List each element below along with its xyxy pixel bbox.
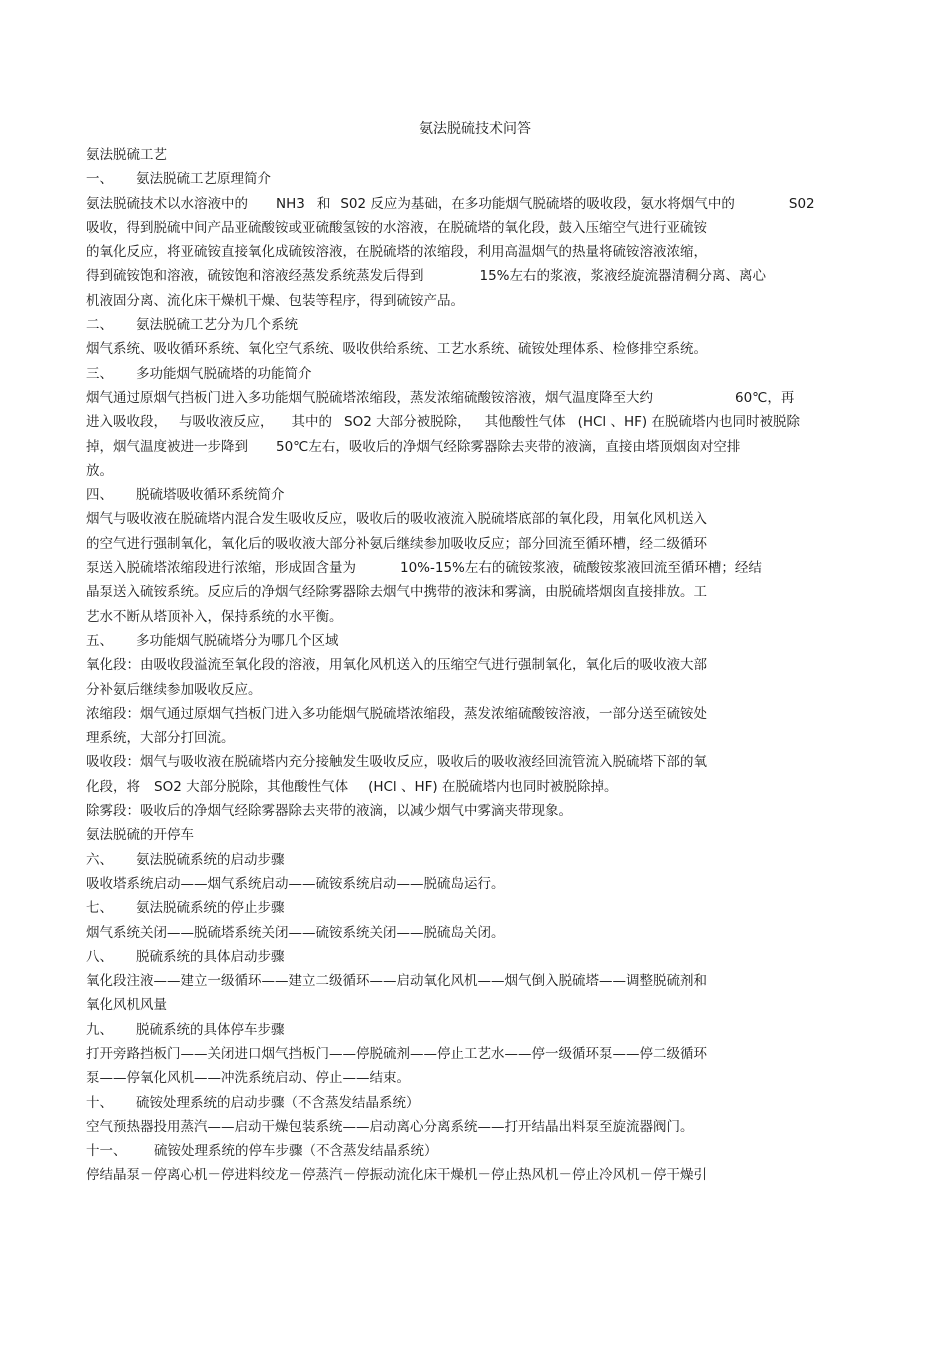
text-run: 其他酸性气体 <box>484 414 566 431</box>
paragraph-line: 烟气与吸收液在脱硫塔内混合发生吸收反应，吸收后的吸收液流入脱硫塔底部的氧化段，用氧化风机送入 <box>86 511 707 528</box>
question-number: 八、 <box>86 948 113 965</box>
paragraph-line: 吸收，得到脱硫中间产品亚硫酸铵或亚硫酸氢铵的水溶液，在脱硫塔的氧化段，鼓入压缩空气进行亚硫铵 <box>86 219 707 236</box>
question-heading <box>86 629 876 653</box>
paragraph-line: 氧化段：由吸收段溢流至氧化段的溶液，用氧化风机送入的压缩空气进行强制氧化，氧化后的吸收液大部 <box>86 657 707 674</box>
paragraph-line: 分补氨后继续参加吸收反应。 <box>86 681 262 698</box>
paragraph-line <box>86 264 876 288</box>
text-run: NH3 <box>276 195 305 212</box>
text-run: 60℃，再 <box>735 389 795 406</box>
question-number: 九、 <box>86 1021 113 1038</box>
paragraph-line: 艺水不断从塔顶补入，保持系统的水平衡。 <box>86 608 343 625</box>
paragraph-line: 晶泵送入硫铵系统。反应后的净烟气经除雾器除去烟气中携带的液沫和雾滴，由脱硫塔烟囱直接排放。工 <box>86 584 707 601</box>
question-title: 氨法脱硫系统的停止步骤 <box>136 900 285 917</box>
question-title: 硫铵处理系统的启动步骤（不含蒸发结晶系统） <box>136 1094 420 1111</box>
text-run: S02 反应为基础，在多功能烟气脱硫塔的吸收段，氨水将烟气中的 <box>340 195 735 212</box>
question-title: 氨法脱硫工艺原理简介 <box>136 171 271 188</box>
question-number: 一、 <box>86 171 113 188</box>
paragraph-line: 氧化段注液——建立一级循环——建立二级循环——启动氧化风机——烟气倒入脱硫塔——调整脱硫剂和 <box>86 973 707 990</box>
question-number: 三、 <box>86 365 113 382</box>
paragraph-line: 吸收段：烟气与吸收液在脱硫塔内充分接触发生吸收反应，吸收后的吸收液经回流管流入脱硫塔下部的氧 <box>86 754 707 771</box>
question-heading <box>86 313 876 337</box>
question-heading <box>86 362 876 386</box>
paragraph-line: 放。 <box>86 462 113 479</box>
paragraph-line: 理系统，大部分打回流。 <box>86 730 235 747</box>
text-run: 掉，烟气温度被进一步降到 <box>86 438 248 455</box>
question-heading <box>86 896 876 920</box>
question-title: 脱硫系统的具体停车步骤 <box>136 1021 285 1038</box>
question-heading <box>86 167 876 191</box>
text-run: 得到硫铵饱和溶液，硫铵饱和溶液经蒸发系统蒸发后得到 <box>86 268 424 285</box>
paragraph-line <box>86 775 876 799</box>
text-run: 50℃左右，吸收后的净烟气经除雾器除去夹带的液滴，直接由塔顶烟囱对空排 <box>276 438 741 455</box>
question-heading <box>86 1018 876 1042</box>
paragraph-line: 停结晶泵－停离心机－停进料绞龙－停蒸汽－停振动流化床干燥机－停止热风机－停止冷风机－停干燥引 <box>86 1167 707 1184</box>
text-run: 和 <box>316 195 331 212</box>
question-title: 氨法脱硫工艺分为几个系统 <box>136 317 298 334</box>
paragraph-line <box>86 192 876 216</box>
text-run: 15%左右的浆液，浆液经旋流器清稠分离、离心 <box>479 268 767 285</box>
paragraph-line <box>86 556 876 580</box>
question-title: 多功能烟气脱硫塔的功能简介 <box>136 365 312 382</box>
question-number: 七、 <box>86 900 113 917</box>
question-heading <box>86 848 876 872</box>
question-number: 二、 <box>86 317 113 334</box>
paragraph-line: 吸收塔系统启动——烟气系统启动——硫铵系统启动——脱硫岛运行。 <box>86 875 505 892</box>
text-run: (HCl 、HF) 在脱硫塔内也同时被脱除 <box>577 414 800 431</box>
paragraph-line: 除雾段：吸收后的净烟气经除雾器除去夹带的液滴，以减少烟气中雾滴夹带现象。 <box>86 803 572 820</box>
document-body <box>86 143 876 1188</box>
text-run: 氨法脱硫技术以水溶液中的 <box>86 195 248 212</box>
section-heading: 氨法脱硫工艺 <box>86 147 167 163</box>
question-heading <box>86 483 876 507</box>
paragraph-line: 烟气系统、吸收循环系统、氧化空气系统、吸收供给系统、工艺水系统、硫铵处理体系、检修排空系统。 <box>86 341 707 358</box>
text-run: 10%-15%左右的硫铵浆液，硫酸铵浆液回流至循环槽；经结 <box>400 560 762 577</box>
question-title: 硫铵处理系统的停车步骤（不含蒸发结晶系统） <box>154 1143 438 1160</box>
question-heading <box>86 945 876 969</box>
text-run: 与吸收液反应， <box>179 414 274 431</box>
question-title: 氨法脱硫系统的启动步骤 <box>136 851 285 868</box>
paragraph-line: 泵——停氧化风机——冲洗系统启动、停止——结束。 <box>86 1070 410 1087</box>
question-number: 五、 <box>86 632 113 649</box>
paragraph-line: 打开旁路挡板门——关闭进口烟气挡板门——停脱硫剂——停止工艺水——停一级循环泵——停二级循环 <box>86 1045 707 1062</box>
text-run: 进入吸收段， <box>86 414 167 431</box>
paragraph-line: 机液固分离、流化床干燥机干燥、包装等程序，得到硫铵产品。 <box>86 292 464 309</box>
text-run: 泵送入脱硫塔浓缩段进行浓缩，形成固含量为 <box>86 560 356 577</box>
question-number: 十一、 <box>86 1143 127 1160</box>
section-heading: 氨法脱硫的开停车 <box>86 827 194 844</box>
text-run: 化段，将 <box>86 778 140 795</box>
question-title: 脱硫塔吸收循环系统简介 <box>136 487 285 504</box>
question-number: 六、 <box>86 851 113 868</box>
paragraph-line <box>86 410 876 434</box>
text-run: 其中的 <box>291 414 332 431</box>
question-title: 多功能烟气脱硫塔分为哪几个区域 <box>136 632 339 649</box>
text-run: S02 <box>788 195 815 212</box>
text-run: SO2 大部分脱除，其他酸性气体 <box>154 778 349 795</box>
question-title: 脱硫系统的具体启动步骤 <box>136 948 285 965</box>
question-number: 十、 <box>86 1094 113 1111</box>
question-heading <box>86 1091 876 1115</box>
paragraph-line: 的氧化反应，将亚硫铵直接氧化成硫铵溶液，在脱硫塔的浓缩段，利用高温烟气的热量将硫铵溶液浓缩， <box>86 244 707 261</box>
paragraph-line <box>86 435 876 459</box>
paragraph-line <box>86 386 876 410</box>
paragraph-line: 氧化风机风量 <box>86 997 167 1014</box>
text-run: (HCl 、HF) 在脱硫塔内也同时被脱除掉。 <box>368 778 618 795</box>
paragraph-line: 烟气系统关闭——脱硫塔系统关闭——硫铵系统关闭——脱硫岛关闭。 <box>86 924 505 941</box>
question-number: 四、 <box>86 487 113 504</box>
text-run: SO2 大部分被脱除， <box>344 414 471 431</box>
text-run: 烟气通过原烟气挡板门进入多功能烟气脱硫塔浓缩段，蒸发浓缩硫酸铵溶液，烟气温度降至大约 <box>86 389 653 406</box>
paragraph-line: 的空气进行强制氧化，氧化后的吸收液大部分补氨后继续参加吸收反应；部分回流至循环槽，经二级循环 <box>86 535 707 552</box>
question-heading <box>86 1139 876 1163</box>
paragraph-line: 浓缩段：烟气通过原烟气挡板门进入多功能烟气脱硫塔浓缩段，蒸发浓缩硫酸铵溶液，一部分送至硫铵处 <box>86 705 707 722</box>
document-title: 氨法脱硫技术问答 <box>419 121 531 137</box>
paragraph-line: 空气预热器投用蒸汽——启动干燥包装系统——启动离心分离系统——打开结晶出料泵至旋流器阀门。 <box>86 1118 694 1135</box>
